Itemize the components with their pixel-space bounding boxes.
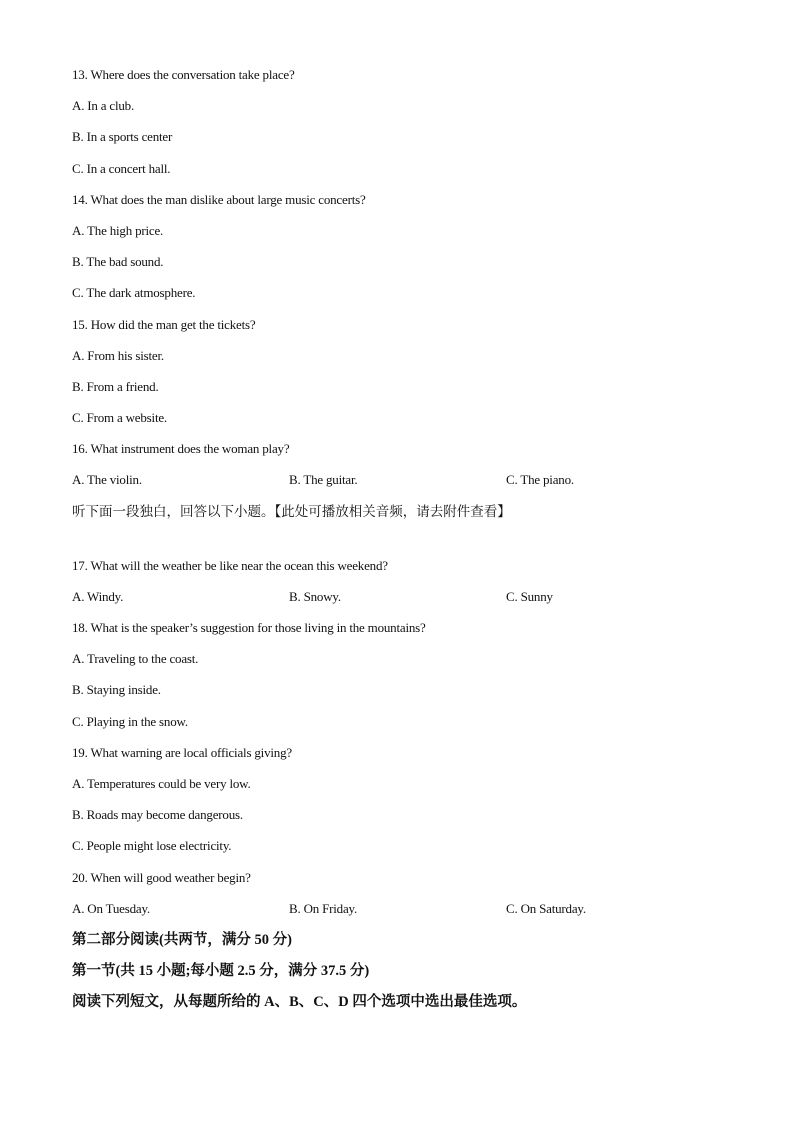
options-20	[72, 898, 732, 929]
option-13-a: A. In a club.	[72, 98, 135, 114]
question-17: 17. What will the weather be like near the ocean this weekend?	[72, 557, 388, 573]
option-17-c: C. Sunny	[506, 588, 553, 604]
option-18-b: B. Staying inside.	[72, 682, 161, 698]
question-14: 14. What does the man dislike about large music concerts?	[72, 191, 366, 207]
question-18: 18. What is the speaker’s suggestion for those living in the mountains?	[72, 620, 426, 635]
option-15-a: A. From his sister.	[72, 347, 164, 363]
options-17	[72, 586, 732, 617]
option-19-b: B. Roads may become dangerous.	[72, 807, 243, 823]
option-15-b: B. From a friend.	[72, 378, 159, 394]
option-20-c: C. On Saturday.	[506, 900, 586, 916]
option-14-a: A. The high price.	[72, 222, 164, 238]
option-17-b: B. Snowy.	[289, 588, 341, 604]
spacer	[72, 523, 732, 555]
question-19: 19. What warning are local officials giving?	[72, 744, 292, 760]
option-16-c: C. The piano.	[506, 472, 574, 488]
question-20: 20. When will good weather begin?	[72, 869, 251, 885]
options-16	[72, 469, 732, 500]
option-17-a: A. Windy.	[72, 588, 124, 604]
question-16: 16. What instrument does the woman play?	[72, 441, 290, 457]
option-19-c: C. People might lose electricity.	[72, 838, 232, 854]
option-13-c: C. In a concert hall.	[72, 160, 171, 176]
reading-instruction: 阅读下列短文，从每题所给的 A、B、C、D 四个选项中选出最佳选项。	[72, 993, 527, 1010]
option-18-a: A. Traveling to the coast.	[72, 651, 199, 667]
option-18-c: C. Playing in the snow.	[72, 713, 188, 729]
option-19-a: A. Temperatures could be very low.	[72, 775, 251, 791]
option-16-b: B. The guitar.	[289, 472, 358, 488]
option-20-b: B. On Friday.	[289, 900, 358, 916]
option-15-c: C. From a website.	[72, 410, 167, 426]
section1-heading: 第一节(共 15 小题;每小题 2.5 分，满分 37.5 分)	[72, 962, 370, 979]
question-13: 13. Where does the conversation take place?	[72, 67, 295, 82]
monologue-instruction: 听下面一段独白，回答以下小题。【此处可播放相关音频，请去附件查看】	[72, 503, 511, 519]
option-14-b: B. The bad sound.	[72, 254, 164, 270]
part2-heading: 第二部分阅读(共两节，满分 50 分)	[72, 931, 292, 948]
option-16-a: A. The violin.	[72, 472, 142, 488]
question-15: 15. How did the man get the tickets?	[72, 316, 256, 332]
option-13-b: B. In a sports center	[72, 129, 173, 145]
option-14-c: C. The dark atmosphere.	[72, 285, 196, 301]
option-20-a: A. On Tuesday.	[72, 900, 150, 916]
exam-page	[72, 64, 732, 1022]
